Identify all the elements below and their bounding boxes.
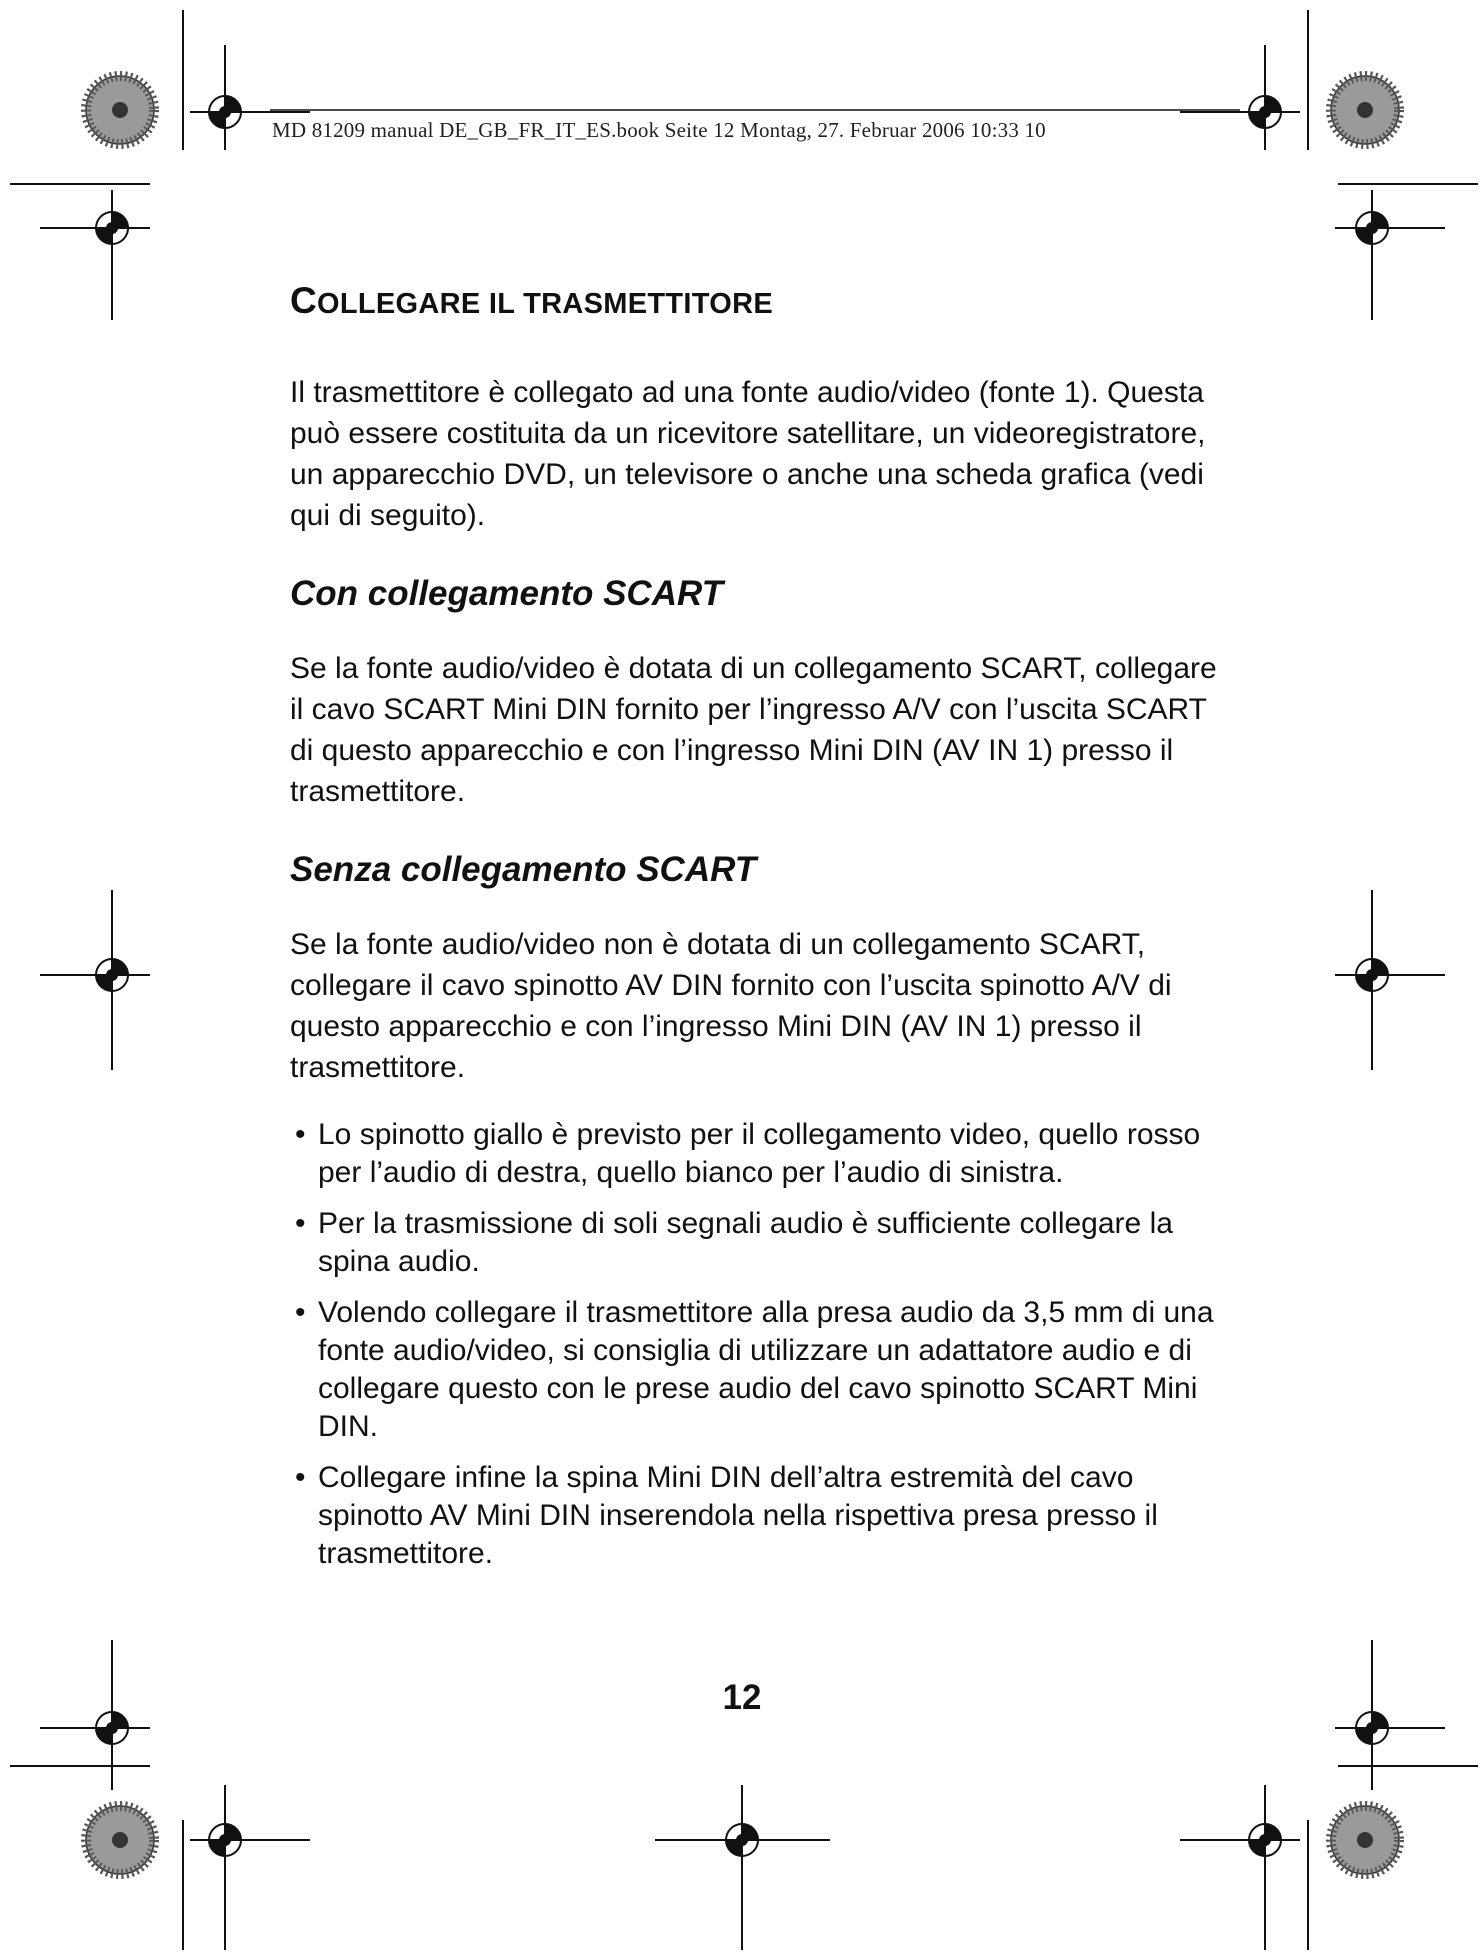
star-target-bottom-left bbox=[86, 1806, 154, 1874]
list-item: • Collegare infine la spina Mini DIN dell’altra estremità del cavo spinotto AV Mini DIN inserendola nella rispettiva presa presso il trasmettitore. bbox=[295, 1461, 1158, 1570]
star-target-bottom-right bbox=[1331, 1806, 1399, 1874]
title-initial: C bbox=[290, 280, 318, 321]
list-item: • Lo spinotto giallo è previsto per il collegamento video, quello rosso per l’audio di destra, quello bianco per l’audio di sinistra. bbox=[295, 1118, 1201, 1189]
bullet-icon: • bbox=[295, 1118, 306, 1151]
section-heading-scart: Con collegamento SCART bbox=[290, 574, 724, 613]
intro-paragraph: Il trasmettitore è collegato ad una fonte audio/video (fonte 1). Questa può essere costituita da un ricevitore satellitare, un videoregistratore, un apparecchio DVD, un televisore o anche una scheda grafica (vedi qui di seguito). bbox=[290, 376, 1206, 532]
print-slug: MD 81209 manual DE_GB_FR_IT_ES.book Seite 12 Montag, 27. Februar 2006 10:33 10 bbox=[272, 118, 1046, 142]
bullet-icon: • bbox=[295, 1461, 306, 1494]
section-text-scart: Se la fonte audio/video è dotata di un collegamento SCART, collegare il cavo SCART Mini DIN fornito per l’ingresso A/V con l’uscita SCART di questo apparecchio e con l’ingresso Mini DIN (AV IN 1) presso il trasmettitore. bbox=[290, 652, 1217, 808]
page-number: 12 bbox=[722, 1678, 762, 1717]
crosshair-top-right bbox=[1180, 45, 1300, 150]
star-target-top-left bbox=[86, 76, 154, 144]
bullet-icon: • bbox=[295, 1296, 306, 1329]
crosshair-left-middle bbox=[40, 890, 150, 1070]
crosshair-right-upper bbox=[1335, 190, 1445, 320]
page-content bbox=[290, 280, 1220, 1586]
page-title bbox=[290, 280, 1220, 322]
star-target-top-right bbox=[1331, 76, 1399, 144]
crosshair-bottom-right bbox=[1180, 1785, 1300, 1950]
list-item: • Per la trasmissione di soli segnali audio è sufficiente collegare la spina audio. bbox=[295, 1207, 1173, 1278]
crosshair-left-upper bbox=[40, 190, 150, 320]
section-text-no-scart: Se la fonte audio/video non è dotata di un collegamento SCART, collegare il cavo spinotto AV DIN fornito con l’uscita spinotto A/V di questo apparecchio e con l’ingresso Mini DIN (AV IN 1) presso il trasmettitore. bbox=[290, 928, 1172, 1084]
crosshair-bottom-center bbox=[655, 1785, 830, 1950]
crosshair-right-middle bbox=[1335, 890, 1445, 1070]
section-heading-no-scart: Senza collegamento SCART bbox=[290, 850, 757, 889]
bullet-list bbox=[290, 1116, 1220, 1573]
crosshair-bottom-left bbox=[190, 1785, 310, 1950]
bullet-icon: • bbox=[295, 1207, 306, 1240]
list-item: • Volendo collegare il trasmettitore alla presa audio da 3,5 mm di una fonte audio/video, si consiglia di utilizzare un adattatore audio e di collegare questo con le prese audio del cavo spinotto SCART Mini DIN. bbox=[295, 1296, 1214, 1443]
title-rest: OLLEGARE IL TRASMETTITORE bbox=[317, 288, 773, 320]
